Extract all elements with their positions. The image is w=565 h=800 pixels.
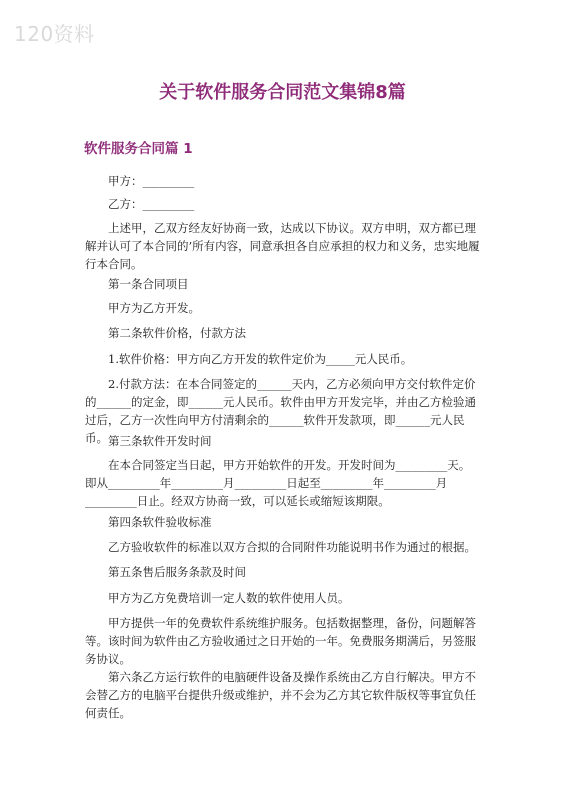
article-4-heading: 第四条软件验收标准 <box>108 515 212 529</box>
watermark: 120资料 <box>14 22 95 46</box>
section-heading: 软件服务合同篇 1 <box>84 141 193 157</box>
article-1-body: 甲方为乙方开发。 <box>108 301 200 315</box>
article-5-body-2: 甲方提供一年的免费软件系统维护服务。包括数据整理，备份，问题解答等。该时间为软件由乙方验收通过之日开始的一年。免费服务期满后，另签服务协议。 <box>85 616 476 666</box>
article-3-body: 在本合同签定当日起，甲方开始软件的开发。开发时间为_________天。即从_________年_________月_________日起至_________年_________月_________日止。经双方协商一致，可以延长或缩短该期限。 <box>85 458 471 508</box>
article-2-clause-2: 2.付款方法：在本合同签定的______天内，乙方必须向甲方交付软件定价的______的定金，即______元人民币。软件由甲方开发完毕，并由乙方检验通过后，乙方一次性向甲方付清剩余的______软件开发款项，即______元人民币。 <box>85 377 476 445</box>
article-6-body: 第六条乙方运行软件的电脑硬件设备及操作系统由乙方自行解决。甲方不会替乙方的电脑平台提供升级或维护，并不会为乙方其它软件版权等事宜负任何责任。 <box>85 670 476 720</box>
article-2-clause-1: 1.软件价格：甲方向乙方开发的软件定价为_____元人民币。 <box>108 352 413 366</box>
article-3-heading: 第三条软件开发时间 <box>108 434 212 448</box>
preamble-paragraph: 上述甲，乙双方经友好协商一致，达成以下协议。双方申明，双方都已理解并认可了本合同的’所有内容，同意承担各自应承担的权力和义务，忠实地履行本合同。 <box>85 221 480 271</box>
article-2-heading: 第二条软件价格，付款方法 <box>108 326 246 340</box>
article-1-heading: 第一条合同项目 <box>108 277 189 291</box>
article-5-heading: 第五条售后服务条款及时间 <box>108 565 246 579</box>
party-a-line: 甲方：_________ <box>108 174 195 188</box>
party-b-line: 乙方：_________ <box>108 197 195 211</box>
article-4-body: 乙方验收软件的标准以双方合拟的合同附件功能说明书作为通过的根据。 <box>108 540 476 554</box>
article-5-body-1: 甲方为乙方免费培训一定人数的软件使用人员。 <box>108 591 350 605</box>
document-title: 关于软件服务合同范文集锦8篇 <box>159 82 406 103</box>
